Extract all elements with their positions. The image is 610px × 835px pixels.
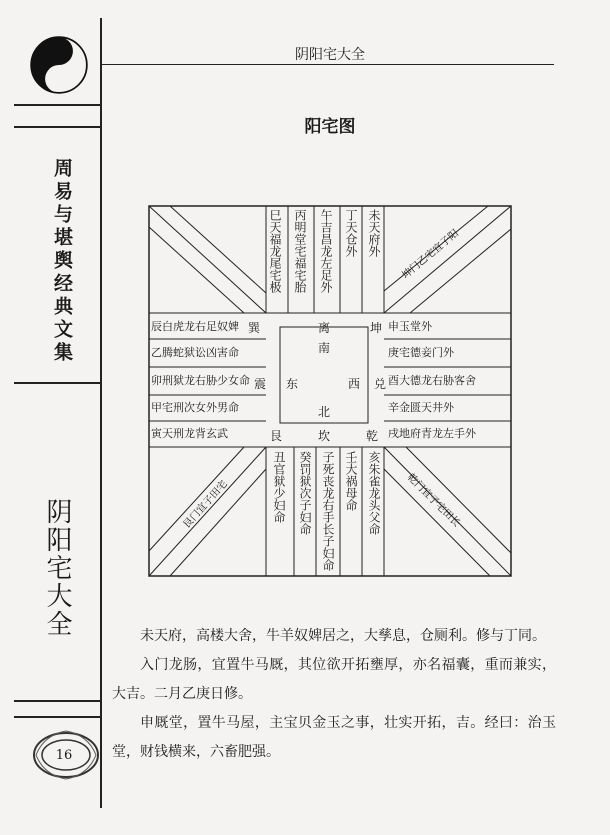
trigram-kan: 坎 [318, 429, 331, 443]
top-cell-si: 巳天福龙尾宅极 [268, 209, 282, 293]
yang-house-diagram [148, 205, 512, 577]
trigram-li: 离 [318, 321, 331, 335]
trigram-qian: 乾 [366, 429, 379, 443]
header-rule [102, 64, 554, 65]
trigram-kun: 坤 [370, 321, 383, 335]
left-row-yin: 寅天刑龙背玄武 [151, 427, 228, 440]
diag-top-right-label: 坤门乙宅宜子阳 [400, 227, 462, 282]
left-row-chen: 辰白虎龙右足奴婢 [151, 320, 239, 333]
direction-west: 西 [348, 377, 361, 391]
left-row-jia: 甲宅刑次女外男命 [151, 401, 239, 414]
trigram-dui: 兑 [374, 377, 387, 391]
right-row-shen: 申玉堂外 [388, 320, 432, 333]
paragraph: 未天府，高楼大舍，牛羊奴婢居之，大孳息，仓厕利。修与丁同。 [140, 628, 546, 644]
divider [14, 700, 100, 702]
right-row-geng: 庚宅德妾门外 [388, 346, 454, 359]
trigram-xun: 巽 [248, 321, 261, 335]
diag-bottom-right-label: 乾门宜子宅田长 [404, 472, 462, 530]
divider [14, 126, 100, 128]
top-cell-ding: 丁天仓外 [344, 209, 358, 257]
series-title: 周易与堪舆经典文集 [51, 158, 73, 365]
bottom-cell-hai: 亥朱雀龙头父命 [367, 451, 381, 535]
divider [14, 382, 100, 384]
bottom-cell-zi: 子死丧龙右手长子妇命 [321, 451, 335, 571]
top-cell-wei: 未天府外 [367, 209, 381, 257]
bottom-cell-gui: 癸罚狱次子妇命 [298, 451, 312, 535]
direction-south: 南 [318, 341, 331, 355]
right-row-xu: 戌地府青龙左手外 [388, 427, 476, 440]
direction-east: 东 [286, 377, 299, 391]
right-row-you: 酉大德龙右胁客舍 [388, 374, 476, 387]
direction-north: 北 [318, 405, 331, 419]
trigram-zhen: 震 [254, 377, 267, 391]
top-cell-wu: 午吉昌龙左足外 [319, 209, 333, 293]
body-text [112, 622, 556, 767]
divider [14, 104, 100, 106]
sidebar [0, 0, 100, 835]
divider [14, 716, 100, 718]
top-cell-bing: 丙明堂宅福宅胎 [293, 209, 307, 293]
book-title: 阴阳宅大全 [42, 498, 72, 638]
bottom-cell-chou: 丑官狱少妇命 [272, 451, 286, 523]
right-row-xin: 辛金匮天井外 [388, 401, 454, 414]
bottom-cell-ren: 壬大祸母命 [344, 451, 358, 511]
page-number: 16 [55, 748, 73, 763]
paragraph: 申厩堂，置牛马屋，主宝贝金玉之事，壮实开拓，吉。经曰：治玉堂，财钱横来，六畜肥强。 [112, 715, 556, 760]
diag-bottom-left-label: 艮门宜子田宅 [181, 478, 230, 531]
left-row-mao: 卯刑狱龙右胁少女命 [151, 374, 250, 387]
left-row-yi: 乙腾蛇狱讼凶害命 [151, 346, 239, 359]
figure-title: 阳宅图 [304, 117, 356, 137]
running-header: 阴阳宅大全 [295, 47, 365, 63]
paragraph: 入门龙肠，宜置牛马厩，其位欲开拓壅厚，亦名福囊，重而兼实，大吉。二月乙庚日修。 [112, 657, 556, 702]
trigram-gen: 艮 [270, 429, 283, 443]
yin-yang-icon [30, 36, 88, 94]
